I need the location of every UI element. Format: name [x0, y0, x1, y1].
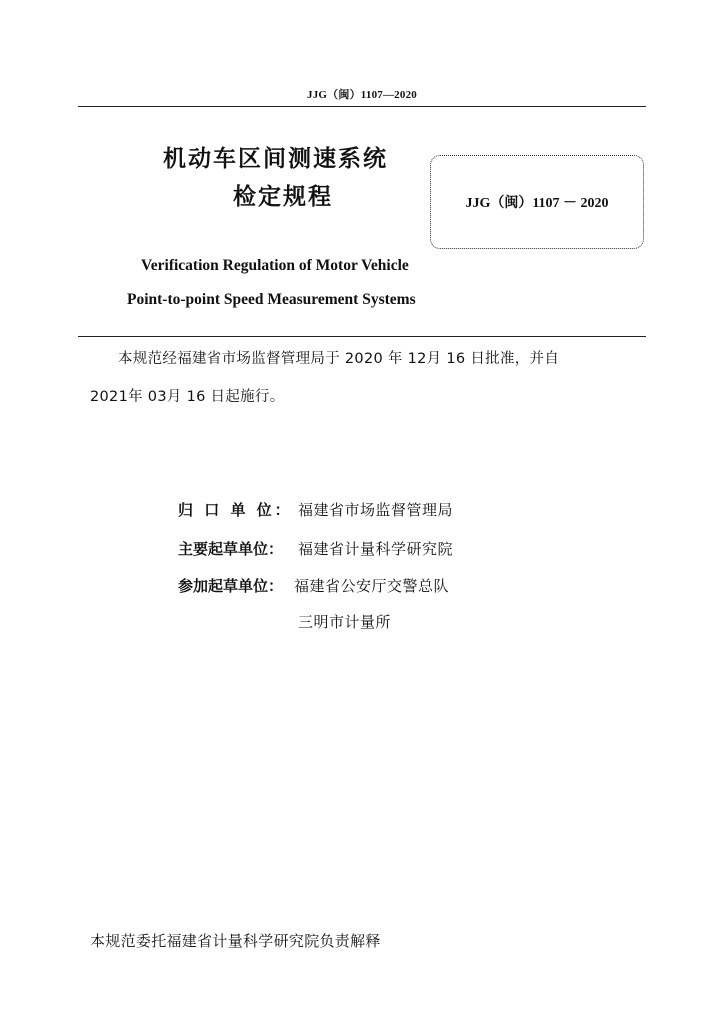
title-english-line1: Verification Regulation of Motor Vehicle — [141, 257, 409, 274]
responsible-unit-value: 福建省市场监督管理局 — [298, 501, 454, 519]
participating-unit-value-1: 福建省公安厅交警总队 — [294, 577, 450, 595]
title-chinese-line2: 检定规程 — [233, 184, 333, 210]
title-divider — [78, 336, 646, 337]
standard-code-text: JJG（闽）1107 － 2020 — [465, 196, 609, 211]
participating-unit-label: 参加起草单位： — [178, 577, 284, 595]
approval-statement-line2: 2021年 03月 16 日起施行。 — [90, 389, 285, 405]
approval-statement-line1: 本规范经福建省市场监督管理局于 2020 年 12月 16 日批准，并自 — [118, 351, 560, 367]
title-english-line2: Point-to-point Speed Measurement Systems — [127, 291, 416, 308]
participating-unit-value-2: 三明市计量所 — [298, 613, 392, 631]
header-standard-code: JJG（闽）1107—2020 — [307, 89, 417, 101]
title-chinese-line1: 机动车区间测速系统 — [163, 146, 388, 172]
main-drafting-unit-label: 主要起草单位： — [178, 540, 284, 558]
main-drafting-unit-value: 福建省计量科学研究院 — [298, 540, 454, 558]
standard-code-box — [430, 155, 644, 249]
header-divider — [78, 106, 646, 107]
responsible-unit-label: 归 口 单 位： — [178, 501, 293, 519]
interpretation-note: 本规范委托福建省计量科学研究院负责解释 — [90, 932, 381, 950]
